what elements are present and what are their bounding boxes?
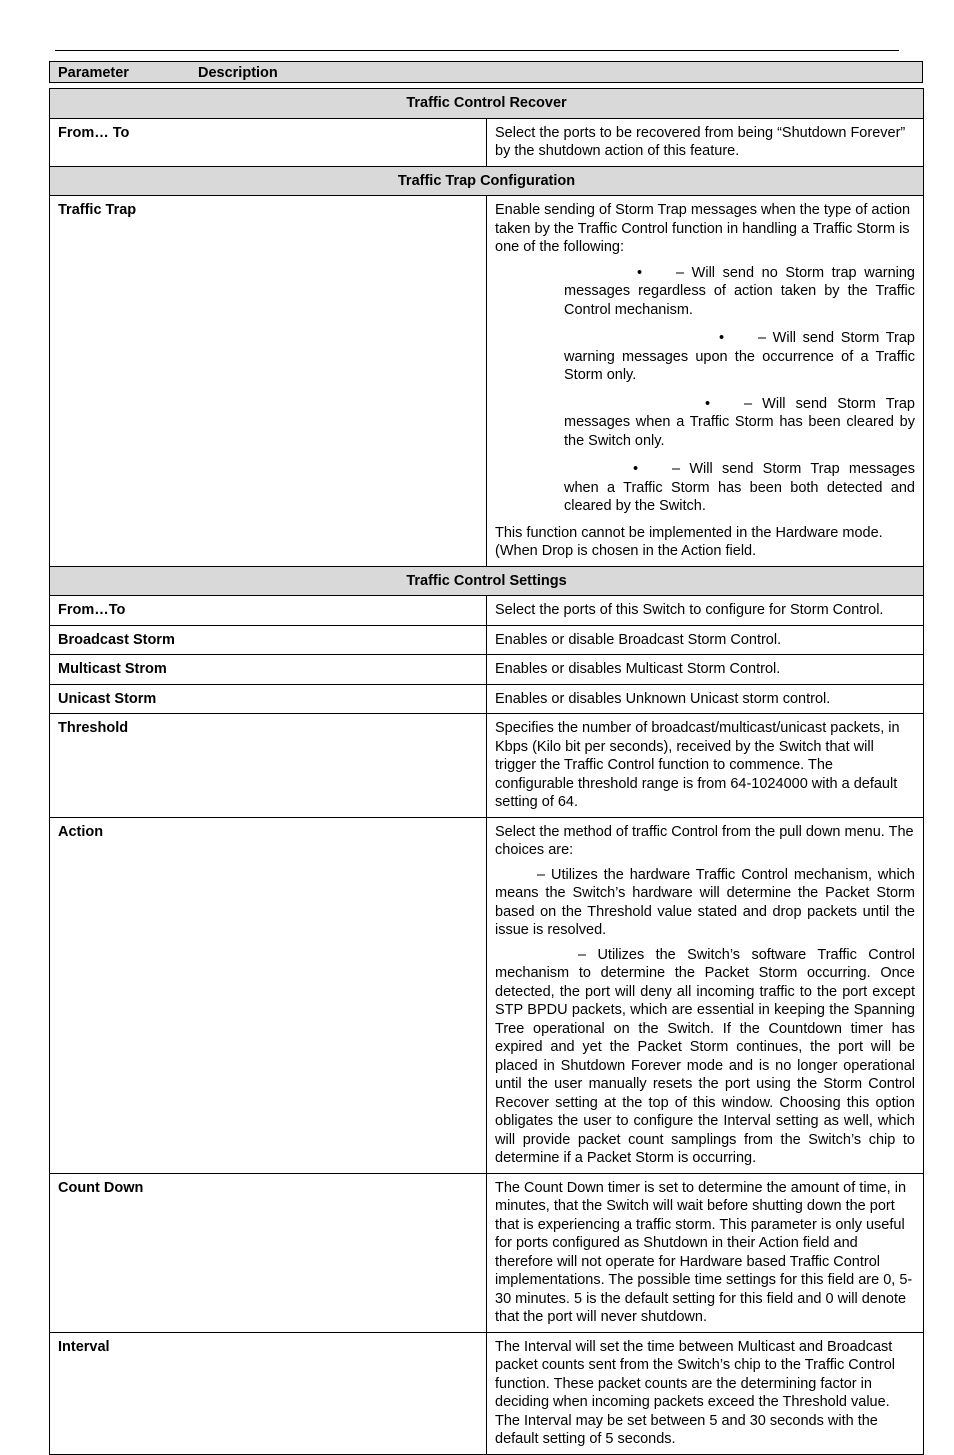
table-row — [50, 625, 924, 655]
trap-option-text: – Will send Storm Trap messages when a Traffic Storm has been cleared by the Switch only. — [564, 395, 915, 449]
param-description: The Count Down timer is set to determine the amount of time, in minutes, that the Switch will wait before shutting down the port that is experiencing a traffic storm. This parameter is only useful for ports configured as Shutdown in their Action field and therefore will not operate for Hardware based Traffic Control implementations. The possible time settings for this field are 0, 5-30 minutes. 5 is the default setting for this field and 0 will denote that the port will never shutdown. — [487, 1173, 924, 1332]
table-row — [50, 1332, 924, 1454]
param-name: Count Down — [50, 1173, 487, 1332]
list-item — [495, 395, 915, 451]
trap-option-text: – Will send Storm Trap warning messages upon the occurrence of a Traffic Storm only. — [564, 330, 915, 383]
param-name: Action — [50, 817, 487, 1173]
param-name: Threshold — [50, 714, 487, 818]
list-item — [495, 329, 915, 385]
param-description: Enables or disable Broadcast Storm Control. — [487, 625, 924, 655]
param-name: Unicast Storm — [50, 684, 487, 714]
table-header — [49, 61, 923, 83]
table-row — [50, 1173, 924, 1332]
param-name: From… To — [50, 118, 487, 166]
trap-option-text: – Will send no Storm trap warning messages regardless of action taken by the Traffic Control mechanism. — [564, 264, 915, 318]
trap-intro: Enable sending of Storm Trap messages when the type of action taken by the Traffic Control function in handling a Traffic Storm is one of the following: — [495, 202, 911, 255]
section-row — [50, 566, 924, 596]
param-name: Broadcast Storm — [50, 625, 487, 655]
action-intro: Select the method of traffic Control from the pull down menu. The choices are: — [495, 823, 914, 858]
table-row — [50, 655, 924, 685]
table-row — [50, 196, 924, 567]
trap-option-text: – Will send Storm Trap messages when a Traffic Storm has been both detected and cleared by the Switch. — [564, 461, 915, 514]
action-drop-text: – Utilizes the hardware Traffic Control mechanism, which means the Switch’s hardware will determine the Packet Storm based on the Threshold value stated and drop packets until the issue is resolved. — [495, 866, 915, 938]
param-description: Enables or disables Multicast Storm Control. — [487, 655, 924, 685]
section-row — [50, 166, 924, 196]
param-description — [487, 817, 924, 1173]
section-traffic-trap-configuration: Traffic Trap Configuration — [50, 166, 924, 196]
list-item — [495, 460, 915, 516]
param-name: Multicast Strom — [50, 655, 487, 685]
param-name: Traffic Trap — [50, 196, 487, 567]
table-row — [50, 118, 924, 166]
trap-options-list — [495, 264, 915, 516]
bullet-icon: • — [705, 395, 711, 412]
list-item — [495, 264, 915, 320]
trap-note: This function cannot be implemented in the Hardware mode. (When Drop is chosen in the Action field. — [495, 524, 883, 559]
bullet-icon: • — [637, 264, 643, 281]
table-row — [50, 684, 924, 714]
bullet-icon: • — [719, 330, 725, 346]
section-row — [50, 89, 924, 119]
table-row — [50, 817, 924, 1173]
table-row — [50, 714, 924, 818]
param-description — [487, 196, 924, 567]
param-description: Enables or disables Unknown Unicast storm control. — [487, 684, 924, 714]
action-shutdown-text: – Utilizes the Switch’s software Traffic Control mechanism to determine the Packet Storm occurring. Once detected, the port will deny all incoming traffic to the port except STP BPDU packets, which are essential in keeping the Spanning Tree operational on the Switch. If the Countdown timer has expired and yet the Packet Storm continues, the port will be placed in Shutdown Forever mode and is no longer operational until the user manually resets the port using the Storm Control Recover setting at the top of this window. Choosing this option obligates the user to configure the Interval setting as well, which will provide packet count samplings from the Switch’s chip to determine if a Packet Storm is occurring. — [495, 946, 915, 1166]
header-description: Description — [198, 65, 278, 81]
param-name: Interval — [50, 1332, 487, 1454]
table-row — [50, 596, 924, 626]
param-description: Select the ports of this Switch to configure for Storm Control. — [487, 596, 924, 626]
bullet-icon: • — [633, 461, 639, 477]
param-description: Specifies the number of broadcast/multicast/unicast packets, in Kbps (Kilo bit per seconds), received by the Switch that will trigger the Traffic Control function to commence. The configurable threshold range is from 64-1024000 with a default setting of 64. — [487, 714, 924, 818]
param-description: Select the ports to be recovered from being “Shutdown Forever” by the shutdown action of this feature. — [487, 118, 924, 166]
parameter-table — [49, 88, 924, 1455]
top-rule — [55, 50, 899, 51]
section-traffic-control-recover: Traffic Control Recover — [50, 89, 924, 119]
param-description: The Interval will set the time between Multicast and Broadcast packet counts sent from the Switch’s chip to the Traffic Control function. These packet counts are the determining factor in deciding when incoming packets exceed the Threshold value. The Interval may be set between 5 and 30 seconds with the default setting of 5 seconds. — [487, 1332, 924, 1454]
section-traffic-control-settings: Traffic Control Settings — [50, 566, 924, 596]
header-parameter: Parameter — [58, 65, 129, 81]
param-name: From…To — [50, 596, 487, 626]
